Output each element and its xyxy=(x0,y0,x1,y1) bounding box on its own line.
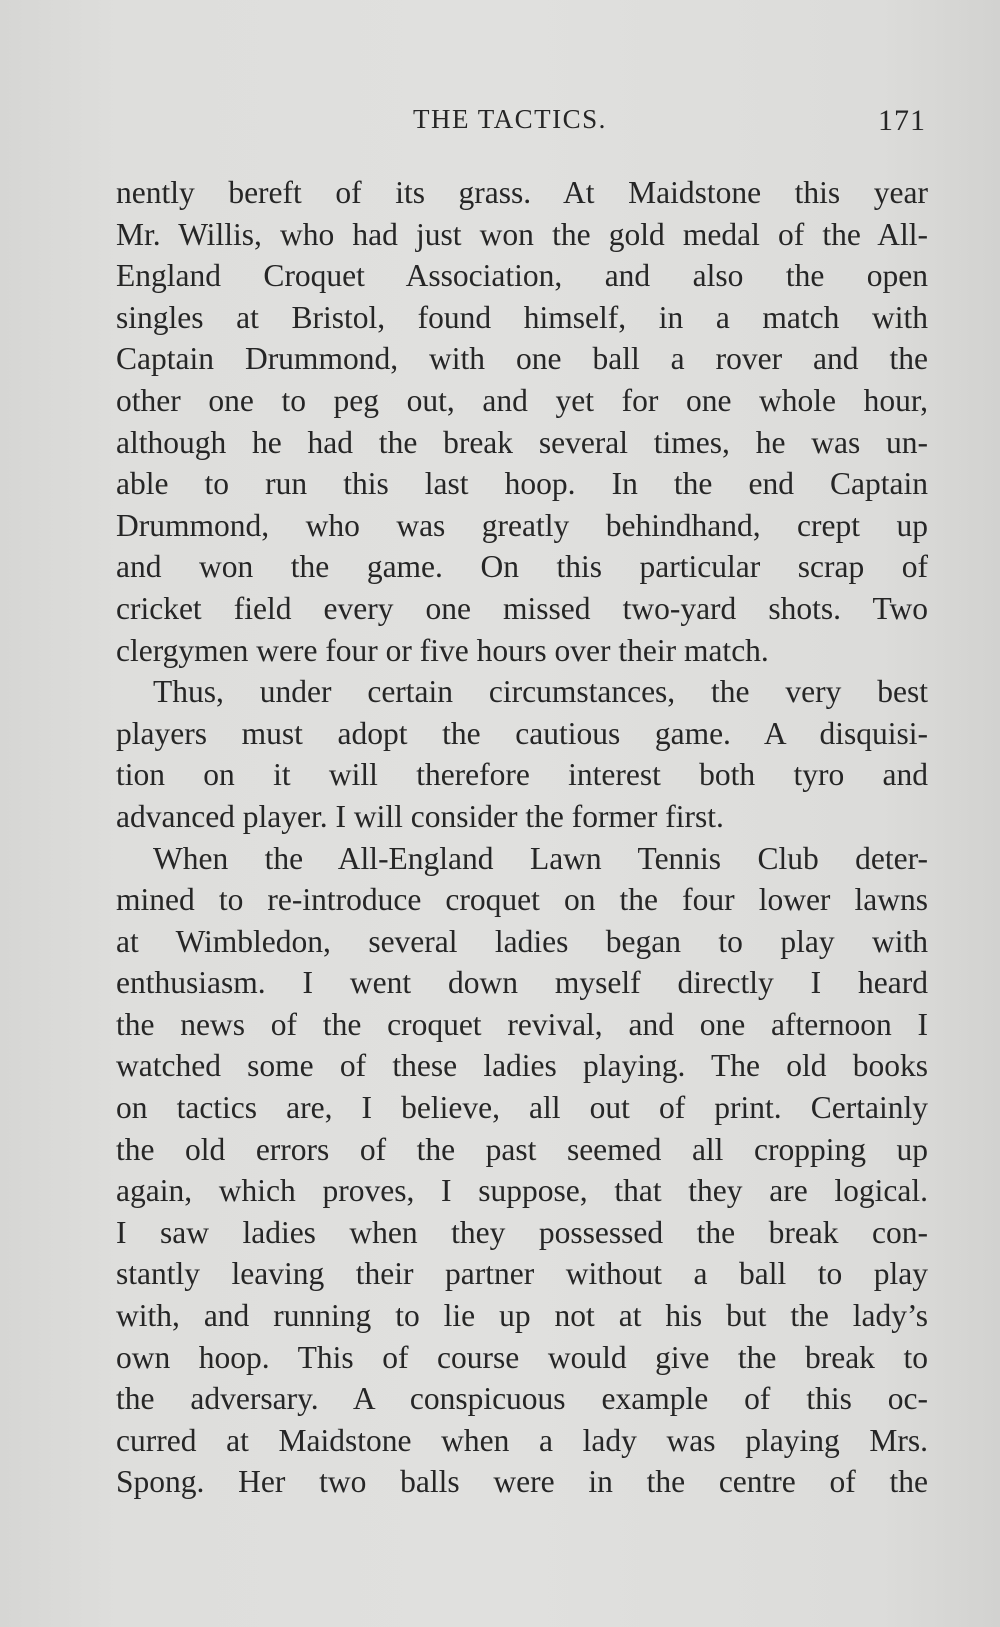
text-line: again, which proves, I suppose, that they are logical. xyxy=(116,1173,928,1209)
text-line: the news of the croquet revival, and one afternoon I xyxy=(116,1006,928,1042)
text-line: Drummond, who was greatly behindhand, crept up xyxy=(116,507,928,543)
text-line: England Croquet Association, and also the open xyxy=(116,258,928,294)
text-line: at Wimbledon, several ladies began to play with xyxy=(116,923,928,959)
text-line: other one to peg out, and yet for one whole hour, xyxy=(116,382,928,418)
paragraph-end-line: clergymen were four or five hours over their match. xyxy=(116,632,769,668)
text-line: with, and running to lie up not at his but the lady’s xyxy=(116,1298,928,1334)
text-line: I saw ladies when they possessed the break con- xyxy=(116,1214,928,1250)
text-line: cricket field every one missed two-yard shots. Two xyxy=(116,590,928,626)
paragraph-start-line: When the All-England Lawn Tennis Club deter- xyxy=(153,840,928,876)
running-head-title: THE TACTICS. xyxy=(413,104,607,134)
text-line: mined to re-introduce croquet on the four lower lawns xyxy=(116,882,928,918)
paragraph-end-line: advanced player. I will consider the former first. xyxy=(116,798,724,834)
text-line: stantly leaving their partner without a ball to play xyxy=(116,1256,928,1292)
text-line: the old errors of the past seemed all cropping up xyxy=(116,1131,928,1167)
paragraph-start-line: Thus, under certain circumstances, the very best xyxy=(153,674,928,710)
text-line: singles at Bristol, found himself, in a match with xyxy=(116,299,928,335)
text-line: Spong. Her two balls were in the centre of the xyxy=(116,1464,928,1500)
text-line: tion on it will therefore interest both tyro and xyxy=(116,757,928,793)
text-line: Mr. Willis, who had just won the gold medal of the All- xyxy=(116,216,928,252)
text-line: the adversary. A conspicuous example of this oc- xyxy=(116,1381,928,1417)
text-line: nently bereft of its grass. At Maidstone this year xyxy=(116,175,928,210)
text-line: and won the game. On this particular scrap of xyxy=(116,549,928,585)
text-line: able to run this last hoop. In the end Captain xyxy=(116,466,928,502)
text-line: watched some of these ladies playing. The old books xyxy=(116,1048,928,1084)
running-head xyxy=(118,104,926,144)
text-line: on tactics are, I believe, all out of print. Certainly xyxy=(116,1090,928,1126)
text-line: Captain Drummond, with one ball a rover and the xyxy=(116,341,928,377)
page-number: 171 xyxy=(878,104,926,137)
text-line: players must adopt the cautious game. A disquisi- xyxy=(116,715,928,751)
body-text xyxy=(116,172,928,1503)
text-line: own hoop. This of course would give the break to xyxy=(116,1339,928,1375)
text-line: curred at Maidstone when a lady was playing Mrs. xyxy=(116,1422,928,1458)
text-line: although he had the break several times, he was un- xyxy=(116,424,928,460)
text-line: enthusiasm. I went down myself directly I heard xyxy=(116,965,928,1001)
